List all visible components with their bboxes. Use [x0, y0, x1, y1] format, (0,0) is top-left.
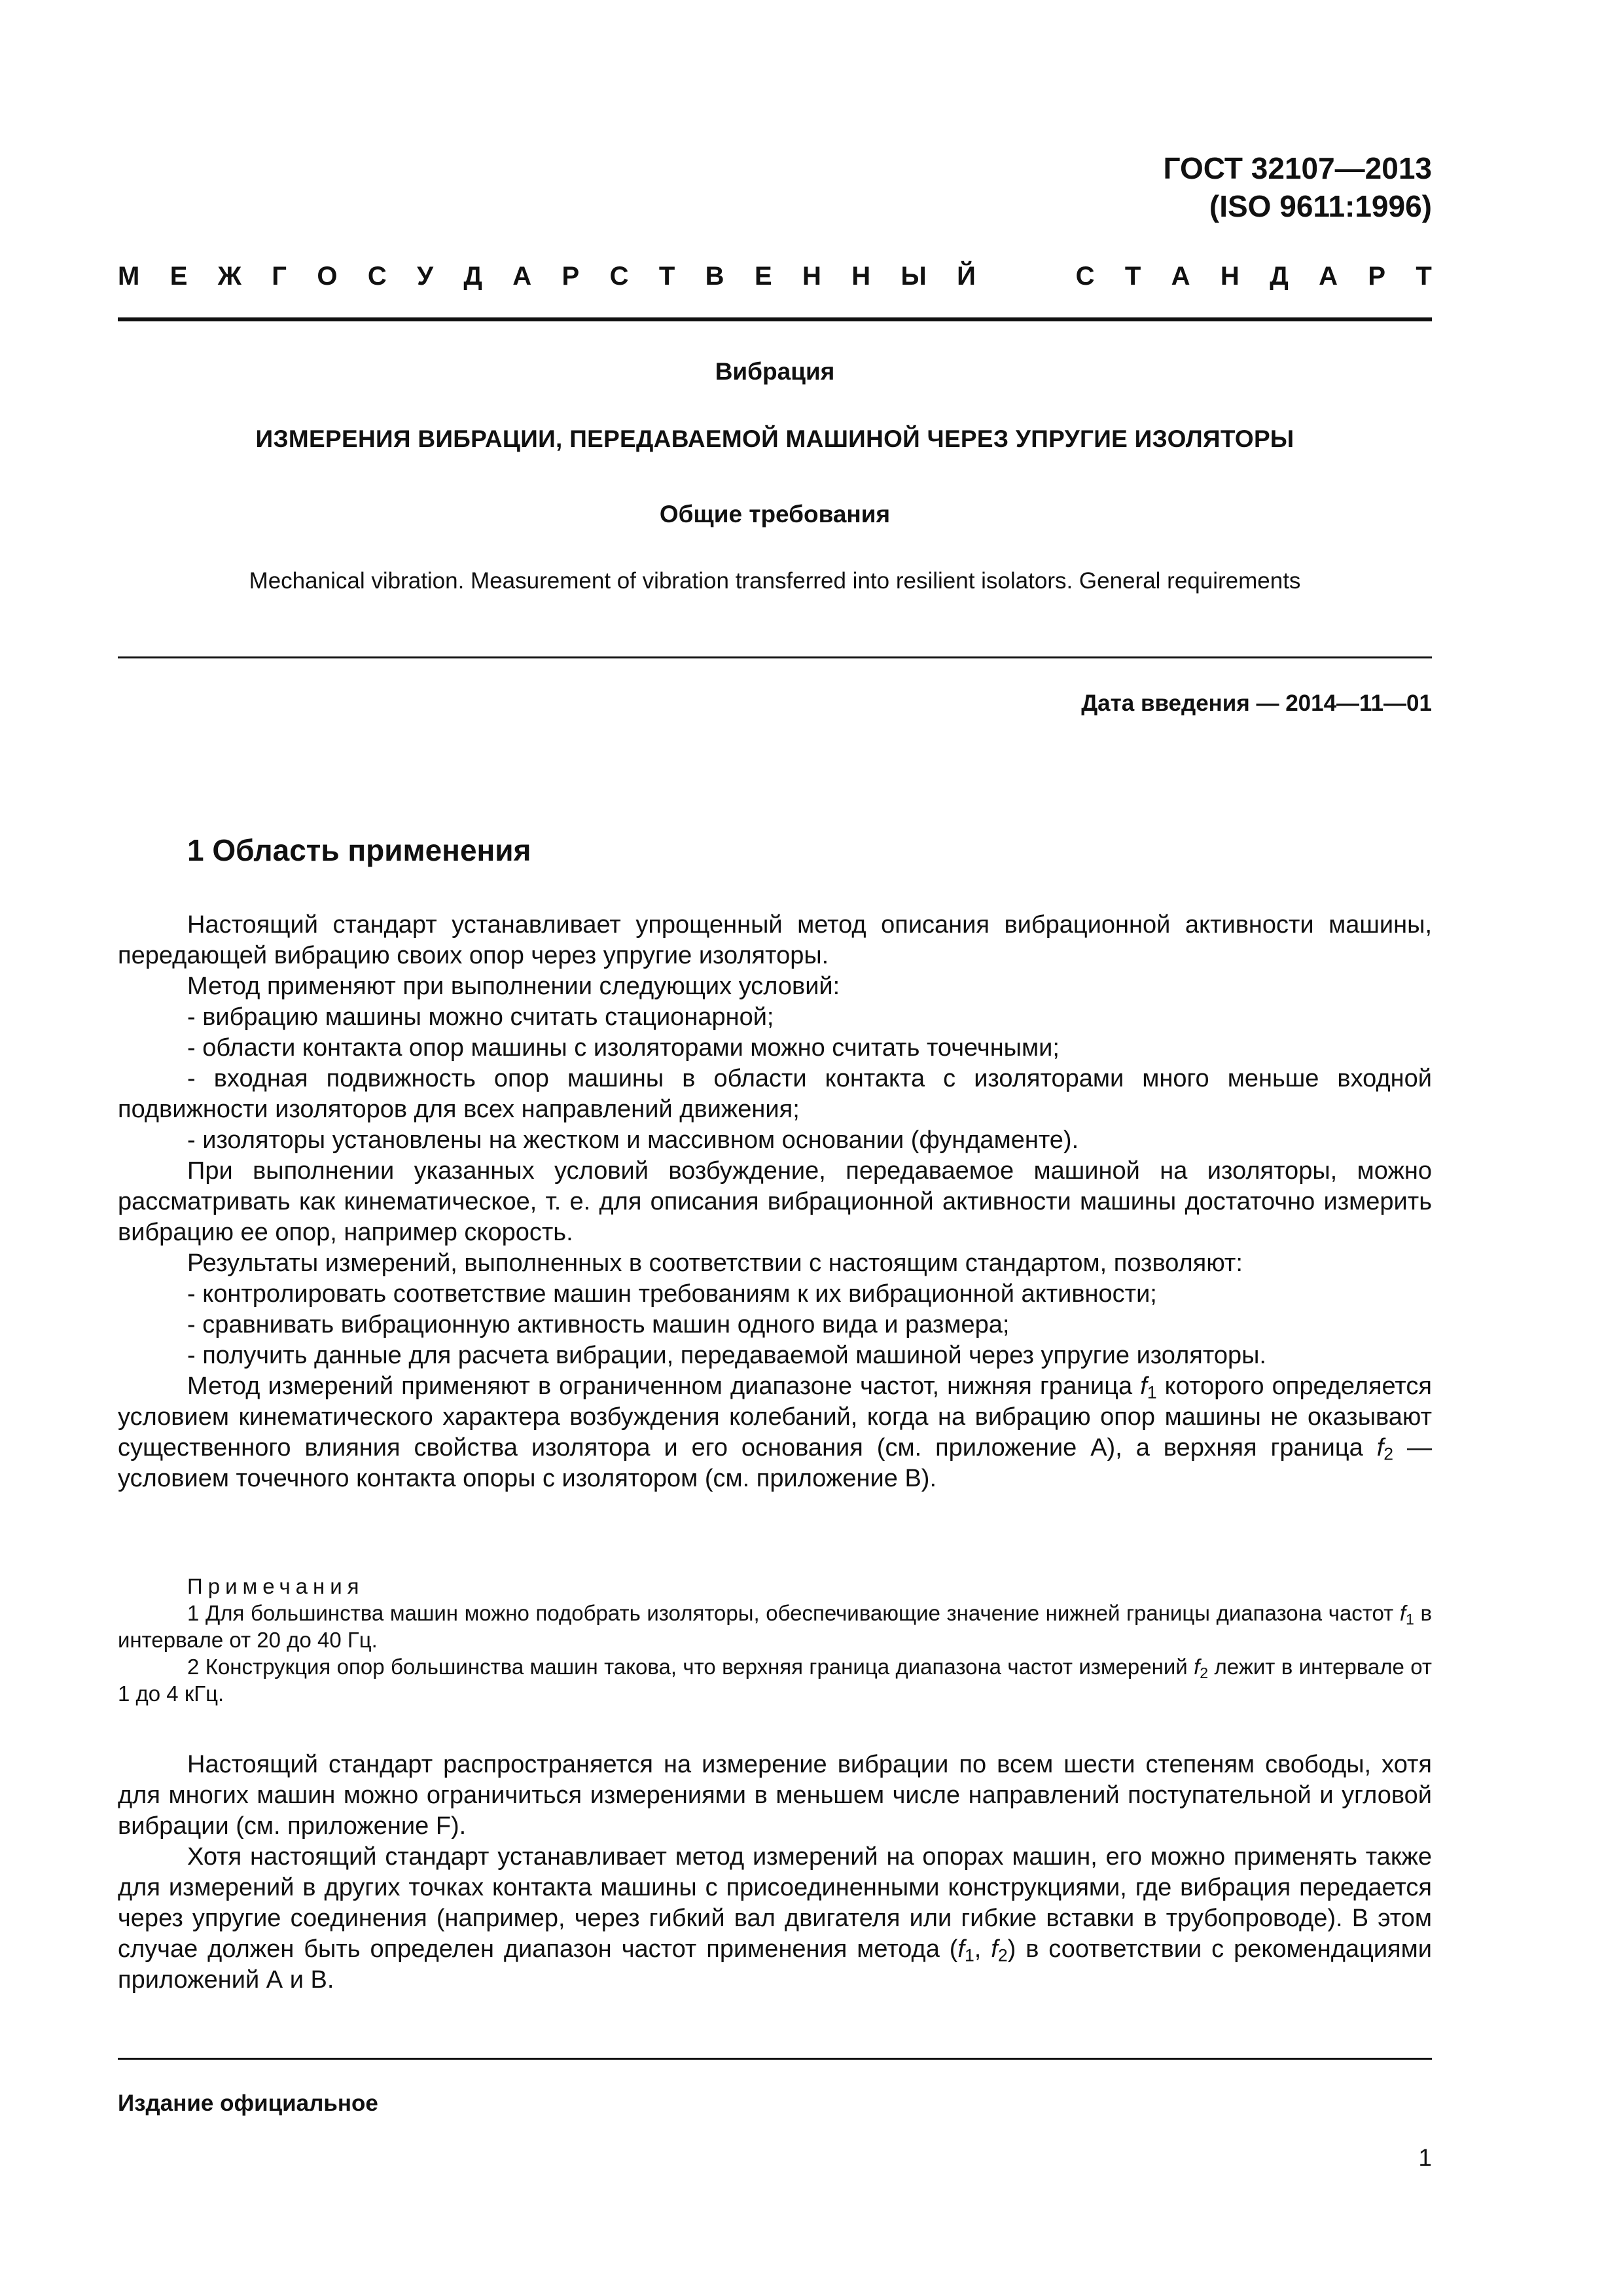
symbol-f: f — [1376, 1434, 1384, 1462]
doc-number: ГОСТ 32107—2013 — [1163, 151, 1432, 185]
symbol-f: f — [991, 1935, 998, 1963]
banner-letter: Т — [1416, 262, 1432, 291]
list-item: - области контакта опор машины с изоляторами можно считать точечными; — [187, 1034, 1060, 1062]
list-item: - вибрацию машины можно считать стационарной; — [187, 1003, 774, 1031]
banner-letter: С — [609, 262, 629, 291]
section-body-continued — [118, 1749, 1432, 1996]
symbol-f: f — [1140, 1372, 1147, 1400]
list-item: - изоляторы установлены на жестком и массивном основании (фундаменте). — [187, 1126, 1079, 1154]
list-item: - контролировать соответствие машин требованиям к их вибрационной активности; — [187, 1280, 1157, 1308]
official-edition: Издание официальное — [118, 2090, 378, 2116]
paragraph-frequency-range: Метод измерений применяют в ограниченном диапазоне частот, нижняя граница $f_1$ которого определяется условием кинематического характера возбуждения колебаний, когда на вибрацию опор машины не оказывают существенного влияния свойства изолятора и его основания (см. приложение А), а верхняя граница $f_2$ — условием точечного контакта опоры с изолятором (см. приложение В). — [118, 1372, 1432, 1492]
banner-letter: Т — [1124, 262, 1141, 291]
list-item: - получить данные для расчета вибрации, передаваемой машиной через упругие изоляторы. — [187, 1342, 1266, 1369]
banner-letter: В — [705, 262, 724, 291]
symbol-f: f — [1194, 1655, 1200, 1679]
banner-letter: Е — [754, 262, 772, 291]
section-body — [118, 910, 1432, 1494]
iso-number: (ISO 9611:1996) — [1209, 189, 1432, 223]
list-item: - входная подвижность опор машины в области контакта с изоляторами много меньше входной подвижности изоляторов для всех направлений движения; — [118, 1065, 1432, 1123]
list-item: - сравнивать вибрационную активность машин одного вида и размера; — [187, 1311, 1010, 1338]
title-sub: Общие требования — [659, 501, 891, 528]
banner-letter: Е — [169, 262, 188, 291]
banner-letter: Й — [957, 262, 976, 291]
paragraph: Хотя настоящий стандарт устанавливает метод измерений на опорах машин, его можно применять также для измерений в других точках контакта машины с присоединенными конструкциями, где вибрация передается через упругие соединения (например, через гибкий вал двигателя или гибкие вставки в трубопроводе). В этом случае должен быть определен диапазон частот применения метода ($f_1$, $f_2$) в соответствии с рекомендациями приложений А и В. — [118, 1843, 1432, 1994]
banner-letter: С — [367, 262, 387, 291]
banner-letter: О — [317, 262, 338, 291]
footer-rule — [118, 2058, 1432, 2060]
banner-letter: А — [1319, 262, 1338, 291]
symbol-f: f — [1399, 1601, 1406, 1625]
title-category: Вибрация — [715, 358, 835, 385]
banner-letter: Д — [463, 262, 482, 291]
note-item: 1 Для большинства машин можно подобрать изоляторы, обеспечивающие значение нижней границы диапазона частот $f_1$ в интервале от 20 до 40 Гц. — [118, 1601, 1433, 1652]
banner-letter: Д — [1270, 262, 1289, 291]
banner-letter: У — [417, 262, 434, 291]
paragraph: Результаты измерений, выполненных в соответствии с настоящим стандартом, позволяют: — [187, 1249, 1243, 1277]
standard-banner — [118, 262, 1432, 291]
banner-letter: Н — [851, 262, 871, 291]
paragraph: Метод применяют при выполнении следующих условий: — [187, 973, 840, 1000]
section-heading: 1 Область применения — [187, 833, 531, 867]
paragraph: Настоящий стандарт устанавливает упрощенный метод описания вибрационной активности машины, передающей вибрацию своих опор через упругие изоляторы. — [118, 911, 1432, 969]
banner-letter: С — [1075, 262, 1095, 291]
document-code — [1164, 149, 1432, 225]
banner-letter: А — [512, 262, 532, 291]
banner-letter: Н — [802, 262, 821, 291]
banner-word-gap — [1006, 262, 1045, 291]
banner-letter: Р — [562, 262, 580, 291]
note-item: 2 Конструкция опор большинства машин такова, что верхняя граница диапазона частот измерений $f_2$ лежит в интервале от 1 до 4 кГц. — [118, 1655, 1432, 1706]
banner-letter: Т — [658, 262, 675, 291]
banner-letter: Р — [1368, 262, 1386, 291]
banner-letter: М — [118, 262, 140, 291]
banner-letter: Ж — [217, 262, 241, 291]
banner-letter: Ы — [901, 262, 927, 291]
title-rule — [118, 656, 1432, 658]
notes-block — [118, 1573, 1432, 1707]
page-number: 1 — [1418, 2144, 1432, 2171]
symbol-f: f — [957, 1935, 965, 1963]
paragraph: Настоящий стандарт распространяется на измерение вибрации по всем шести степеням свободы, хотя для многих машин можно ограничиться измерениями в меньшем числе направлений поступательной и угловой вибрации (см. приложение F). — [118, 1751, 1432, 1840]
title-english: Mechanical vibration. Measurement of vibration transferred into resilient isolators. General requirements — [249, 568, 1301, 594]
title-main: ИЗМЕРЕНИЯ ВИБРАЦИИ, ПЕРЕДАВАЕМОЙ МАШИНОЙ ЧЕРЕЗ УПРУГИЕ ИЗОЛЯТОРЫ — [255, 425, 1294, 452]
banner-letter: А — [1171, 262, 1190, 291]
banner-letter: Г — [272, 262, 287, 291]
banner-rule — [118, 317, 1432, 321]
banner-letter: Н — [1220, 262, 1240, 291]
paragraph: При выполнении указанных условий возбуждение, передаваемое машиной на изоляторы, можно рассматривать как кинематическое, т. е. для описания вибрационной активности машины достаточно измерить вибрацию ее опор, например скорость. — [118, 1157, 1432, 1246]
date-introduced: Дата введения — 2014—11—01 — [1081, 691, 1432, 716]
notes-heading: Примечания — [187, 1574, 365, 1598]
